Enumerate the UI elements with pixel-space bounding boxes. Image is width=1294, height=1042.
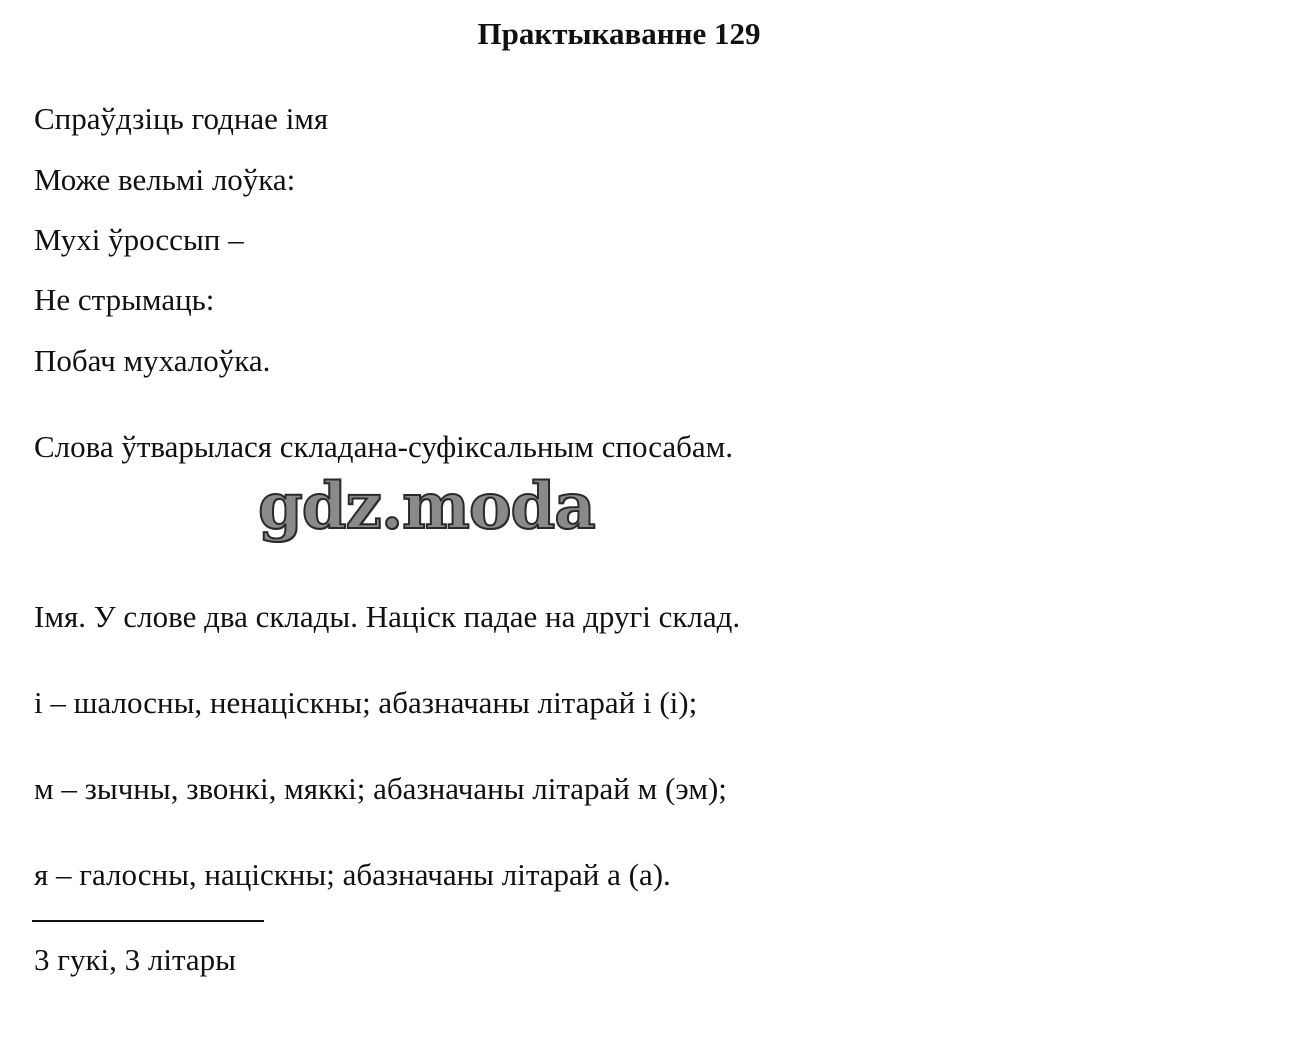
poem-line: Спраўдзіць годнае імя — [34, 101, 329, 136]
phonetic-analysis-line: м – зычны, звонкі, мяккі; абазначаны літарай м (эм); — [34, 771, 727, 806]
word-formation-note: Слова ўтварылася складана-суфіксальным спосабам. — [34, 429, 734, 464]
exercise-title: Практыкаванне 129 — [477, 16, 761, 51]
sound-letter-summary: 3 гукі, 3 літары — [34, 942, 236, 977]
poem-line: Побач мухалоўка. — [34, 343, 271, 378]
divider-line — [32, 920, 264, 922]
phonetic-analysis-line: я – галосны, націскны; абазначаны літарай а (а). — [34, 857, 671, 892]
watermark-logo: gdz.moda — [258, 469, 595, 544]
phonetic-analysis-line: Імя. У слове два склады. Націск падае на другі склад. — [34, 599, 741, 634]
poem-line: Мухі ўроссып – — [34, 222, 244, 257]
poem-line: Не стрымаць: — [34, 282, 215, 317]
poem-line: Може вельмі лоўка: — [34, 162, 296, 197]
phonetic-analysis-line: і – шалосны, ненаціскны; абазначаны літарай і (і); — [34, 685, 698, 720]
